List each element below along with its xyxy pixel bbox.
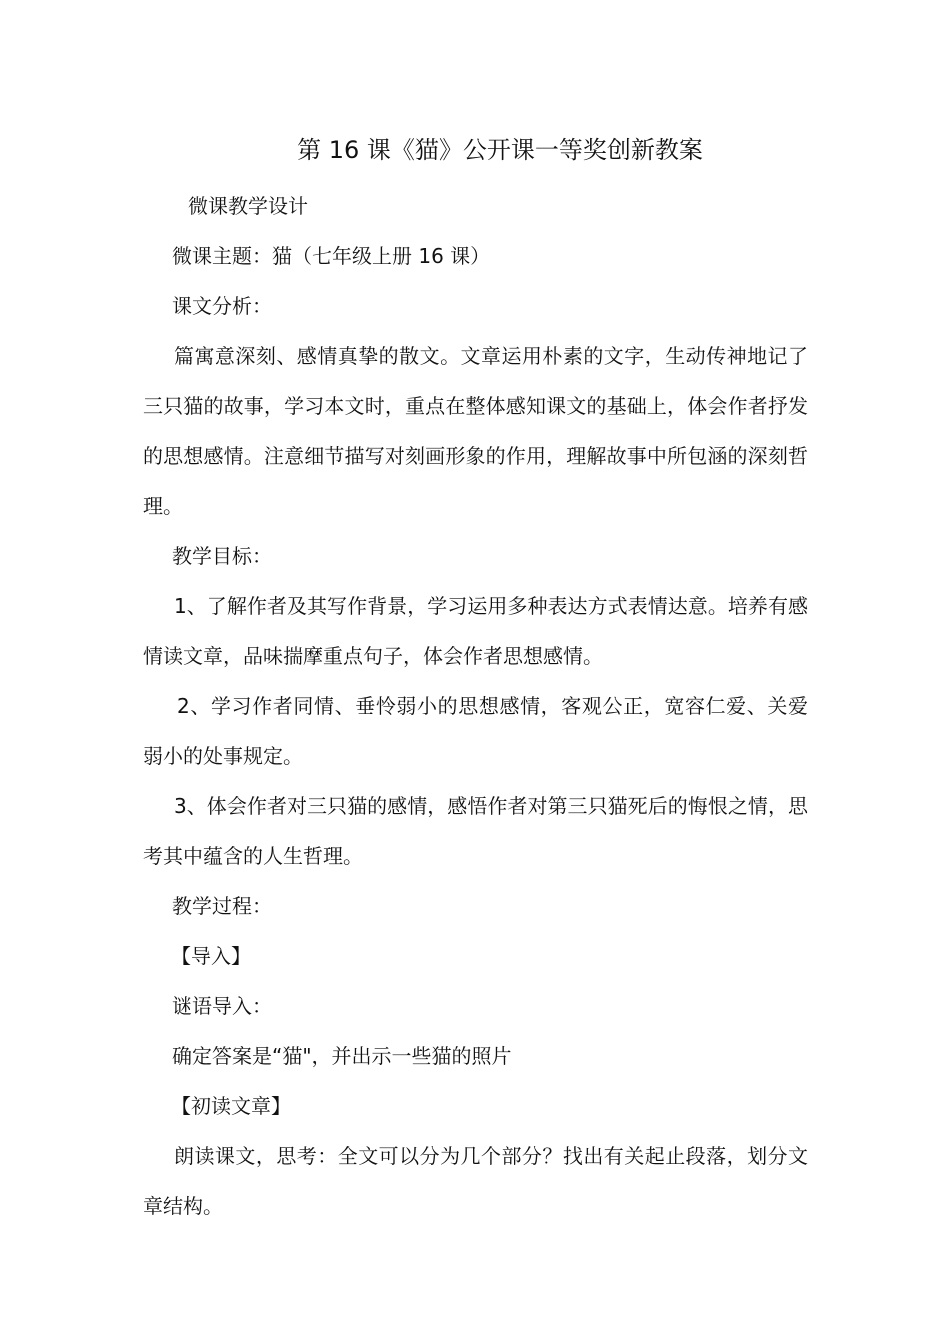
first-read-text: 朗读课文，思考：全文可以分为几个部分？找出有关起止段落，划分文章结构。 bbox=[143, 1144, 808, 1218]
intro-section-heading: 【导入】 bbox=[171, 944, 251, 968]
goal-item-1: 1、了解作者及其写作背景，学习运用多种表达方式表情达意。培养有感情读文章，品味揣摩重点句子，体会作者思想感情。 bbox=[143, 594, 808, 668]
analysis-heading: 课文分析： bbox=[172, 294, 272, 318]
document-title: 第 16 课《猫》公开课一等奖创新教案 bbox=[297, 136, 703, 164]
topic-line: 微课主题：猫（七年级上册 16 课） bbox=[172, 244, 491, 268]
goal-item-2: 2、学习作者同情、垂怜弱小的思想感情，客观公正，宽容仁爱、关爱弱小的处事规定。 bbox=[143, 694, 808, 768]
document-body bbox=[143, 181, 808, 1231]
design-heading: 微课教学设计 bbox=[188, 194, 308, 218]
process-heading: 教学过程： bbox=[172, 894, 272, 918]
goal-item-3: 3、体会作者对三只猫的感情，感悟作者对第三只猫死后的悔恨之情，思考其中蕴含的人生哲理。 bbox=[143, 794, 808, 868]
riddle-label: 谜语导入： bbox=[172, 994, 272, 1018]
first-read-section-heading: 【初读文章】 bbox=[171, 1094, 291, 1118]
riddle-answer: 确定答案是“猫"，并出示一些猫的照片 bbox=[172, 1044, 512, 1068]
analysis-paragraph: 篇寓意深刻、感情真挚的散文。文章运用朴素的文字，生动传神地记了三只猫的故事，学习本文时，重点在整体感知课文的基础上，体会作者抒发的思想感情。注意细节描写对刻画形象的作用，理解故事中所包涵的深刻哲理。 bbox=[143, 344, 808, 518]
goals-heading: 教学目标： bbox=[172, 544, 272, 568]
